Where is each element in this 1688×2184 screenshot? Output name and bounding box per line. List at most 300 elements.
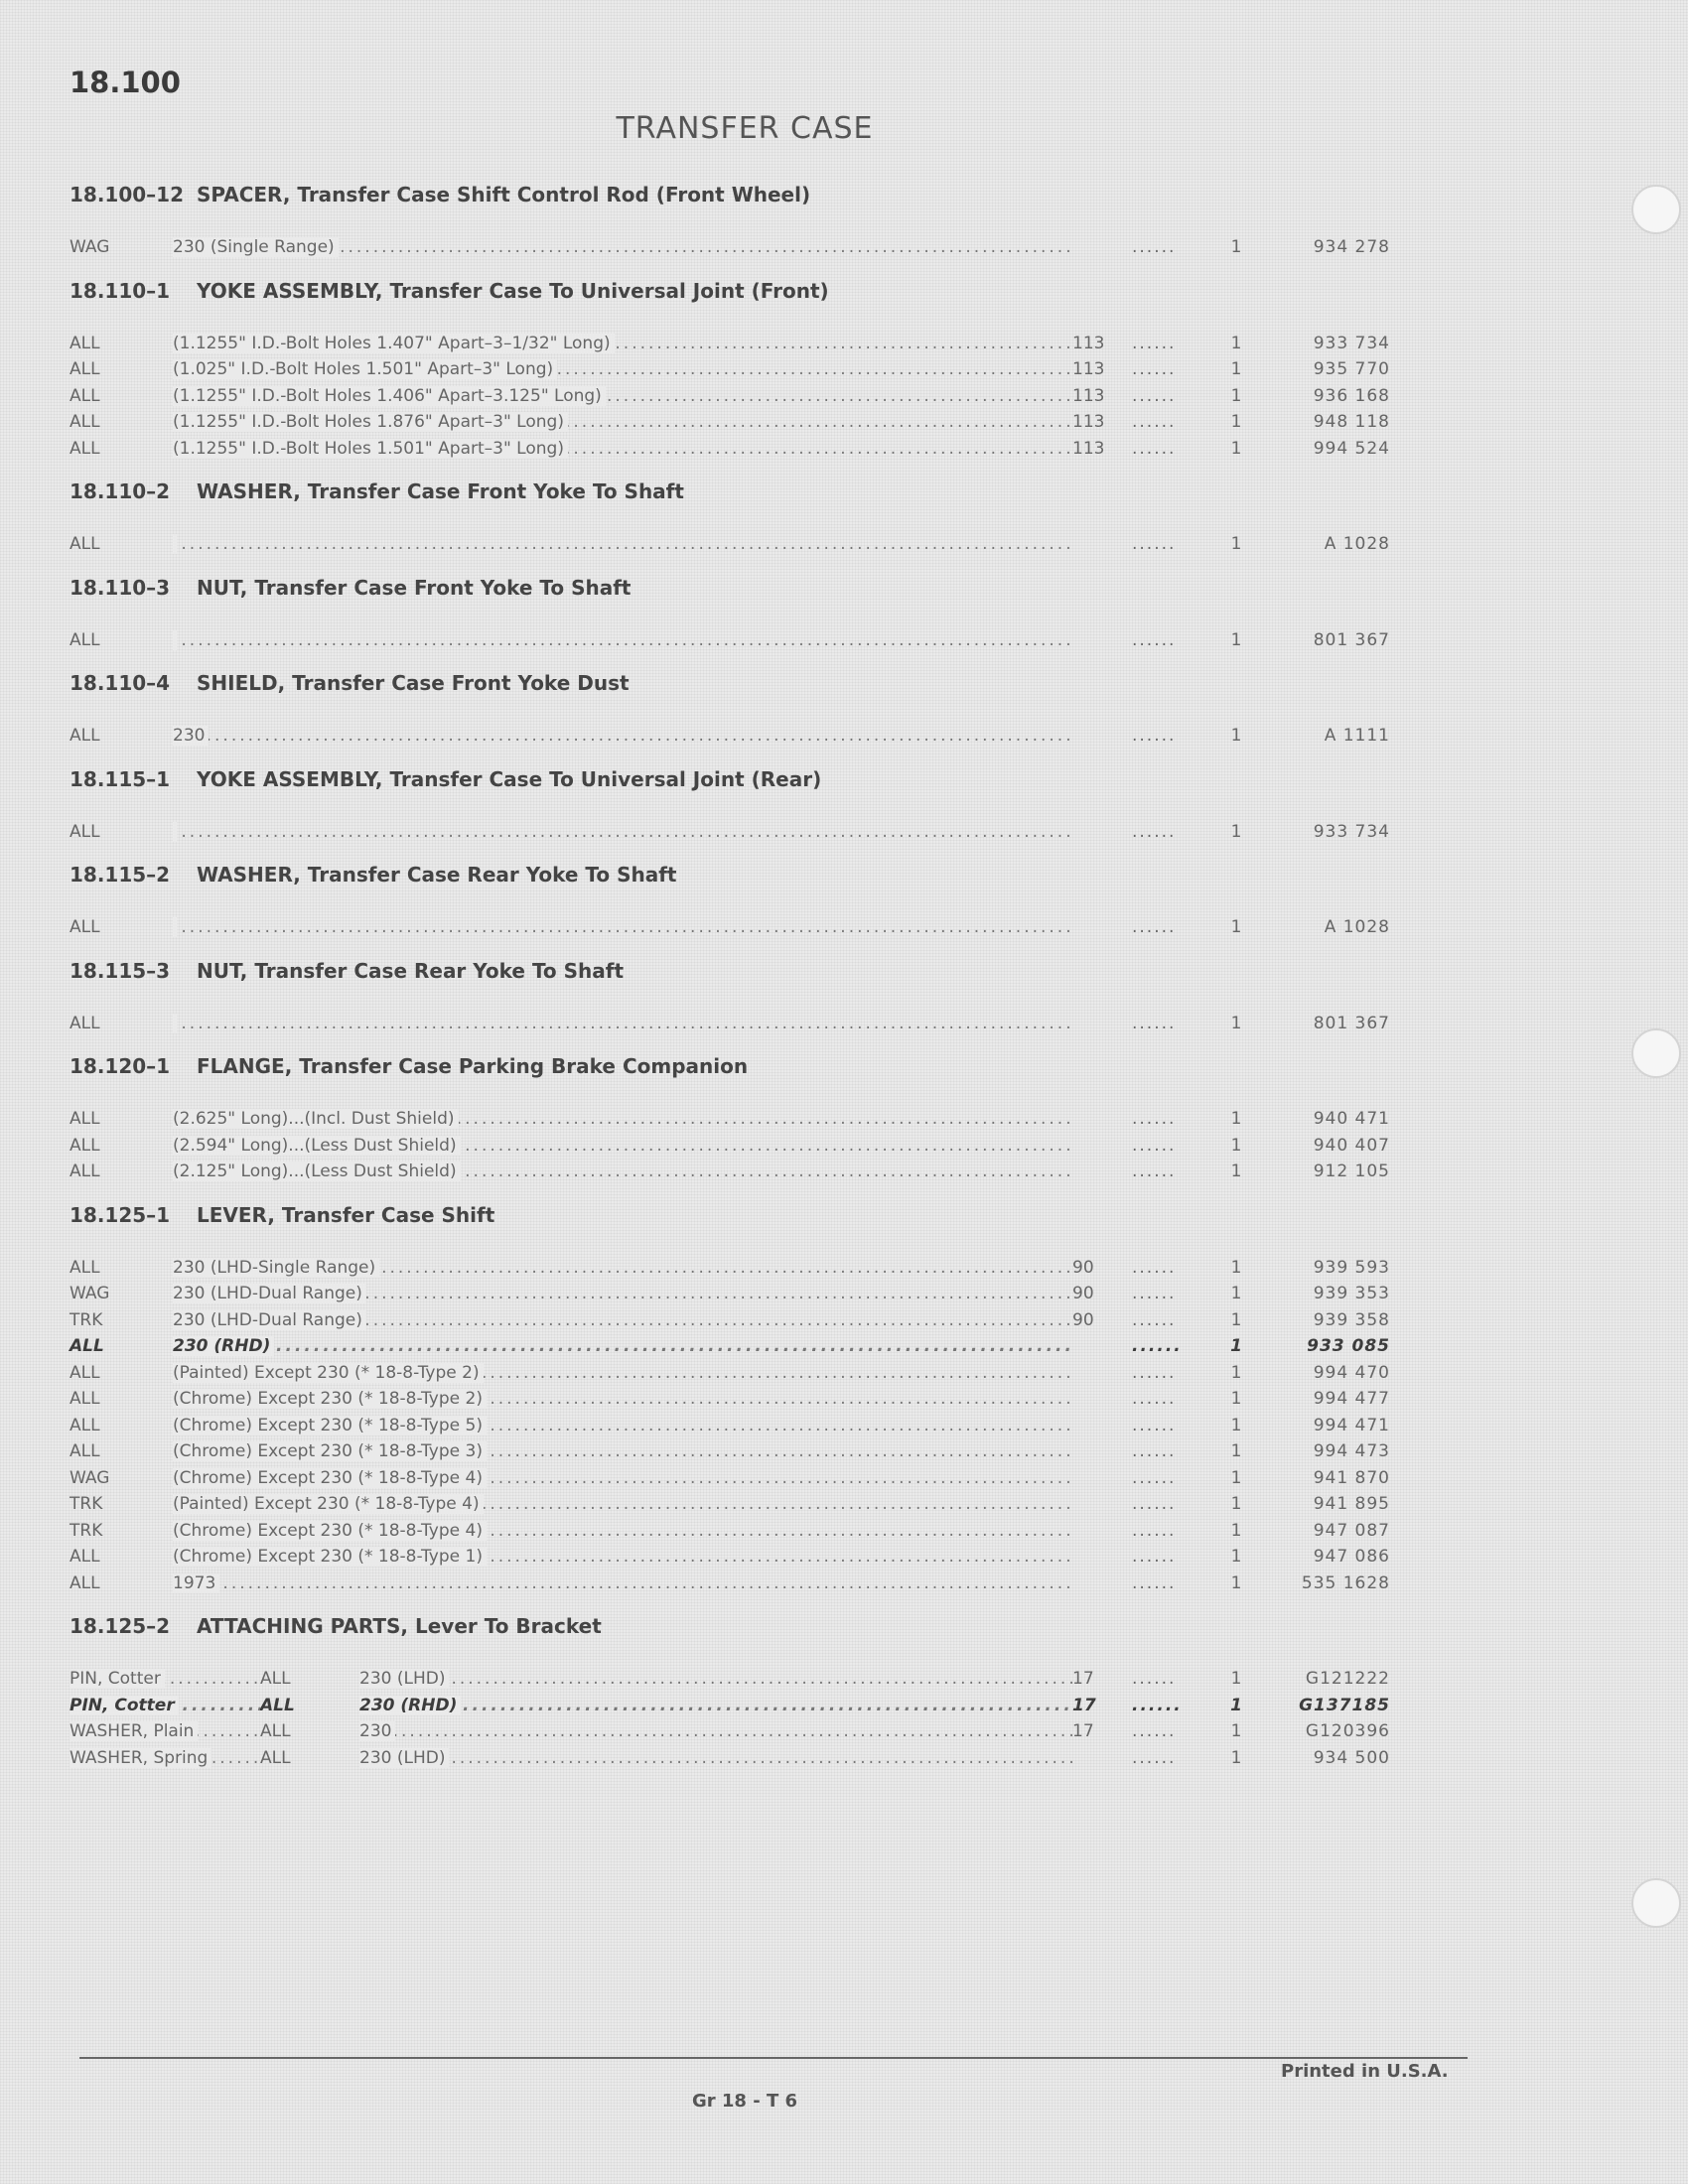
part-number: 941 895 (1313, 1494, 1390, 1514)
leader-dots: ...... (1132, 1520, 1177, 1541)
group-number: 18.110–3 (70, 575, 171, 600)
group-rows (70, 234, 1400, 261)
parts-row (70, 1360, 1400, 1387)
description-cell (359, 1693, 1072, 1719)
application-code: ALL (70, 1547, 100, 1567)
item-name: WASHER, Spring (70, 1748, 211, 1768)
description-cell (359, 1718, 1072, 1745)
description-cell (173, 1133, 1072, 1160)
group-rows (70, 627, 1400, 654)
quantity: 1 (1230, 385, 1242, 406)
application-code: ALL (70, 1161, 100, 1181)
description-text: 230 (LHD-Dual Range) (173, 1310, 366, 1330)
description-cell (173, 819, 1072, 846)
description-cell (173, 1281, 1072, 1307)
group-rows (70, 531, 1400, 558)
application-code: ALL (70, 629, 100, 650)
description-cell (173, 1438, 1072, 1465)
illustration-number: 90 (1072, 1284, 1094, 1303)
item-name: PIN, Cotter (70, 1696, 179, 1715)
description-text: 230 (Single Range) (173, 237, 339, 257)
part-number: 939 358 (1313, 1309, 1390, 1330)
application-code: ALL (70, 412, 100, 432)
application-code: ALL (70, 1109, 100, 1129)
group-rows (70, 819, 1400, 846)
description-text: 230 (173, 726, 209, 746)
quantity: 1 (1230, 1467, 1242, 1488)
application-code: WAG (70, 1467, 110, 1488)
illustration-number: 113 (1072, 385, 1105, 406)
quantity: 1 (1230, 1309, 1242, 1330)
part-number: A 1111 (1324, 726, 1390, 746)
description-text: 1973 (173, 1573, 219, 1593)
quantity: 1 (1230, 333, 1242, 353)
part-number: 948 118 (1313, 412, 1390, 432)
parts-row (70, 356, 1400, 383)
description-text: (1.1255" I.D.-Bolt Holes 1.407" Apart–3–1/32" Long) (173, 334, 615, 353)
application-code: WAG (70, 237, 110, 257)
item-cell (70, 1693, 260, 1719)
parts-row (70, 1745, 1400, 1772)
parts-row (70, 409, 1400, 436)
part-number: A 1028 (1324, 534, 1390, 554)
part-number: 933 734 (1313, 333, 1390, 353)
binder-hole (1631, 1878, 1681, 1928)
parts-row (70, 819, 1400, 846)
group-name: WASHER, Transfer Case Rear Yoke To Shaft (197, 863, 677, 887)
part-number: 935 770 (1313, 359, 1390, 379)
part-group (70, 665, 1400, 750)
quantity: 1 (1230, 1135, 1242, 1156)
part-group (70, 1197, 1400, 1597)
part-number: 947 087 (1313, 1520, 1390, 1541)
parts-row (70, 1133, 1400, 1160)
description-cell (173, 409, 1072, 436)
application-code: ALL (70, 1135, 100, 1156)
part-number: 994 473 (1313, 1441, 1390, 1461)
illustration-number: 90 (1072, 1309, 1094, 1330)
item-name: WASHER, Plain (70, 1721, 198, 1741)
part-number: 947 086 (1313, 1547, 1390, 1567)
quantity: 1 (1230, 1695, 1242, 1715)
description-text: (1.025" I.D.-Bolt Holes 1.501" Apart–3" Long) (173, 359, 557, 379)
description-text: 230 (LHD) (359, 1669, 449, 1689)
application-code: ALL (260, 1669, 291, 1689)
part-number: 994 470 (1313, 1362, 1390, 1383)
application-code: ALL (70, 385, 100, 406)
page-reference: Gr 18 - T 6 (691, 2091, 798, 2112)
quantity: 1 (1230, 917, 1242, 937)
illustration-number: 113 (1072, 438, 1105, 459)
group-name: NUT, Transfer Case Front Yoke To Shaft (197, 575, 632, 600)
application-code: TRK (70, 1520, 103, 1541)
application-code: ALL (70, 1336, 104, 1356)
part-number: 941 870 (1313, 1467, 1390, 1488)
application-code: TRK (70, 1309, 103, 1330)
leader-dots: ...... (1132, 821, 1177, 842)
quantity: 1 (1230, 1389, 1242, 1409)
parts-row (70, 331, 1400, 357)
application-code: ALL (70, 1257, 100, 1278)
application-code: TRK (70, 1494, 103, 1514)
quantity: 1 (1230, 1362, 1242, 1383)
description-cell (173, 436, 1072, 463)
description-text: (Painted) Except 230 (* 18-8-Type 2) (173, 1363, 484, 1383)
quantity: 1 (1230, 438, 1242, 459)
leader-dots: ...... (1132, 917, 1177, 937)
application-code: ALL (260, 1747, 291, 1768)
item-name: PIN, Cotter (70, 1669, 165, 1689)
description-text (173, 534, 177, 554)
part-number: 939 353 (1313, 1284, 1390, 1303)
group-rows (70, 1106, 1400, 1185)
parts-row (70, 1106, 1400, 1133)
description-text: 230 (LHD) (359, 1748, 449, 1768)
illustration-number: 17 (1072, 1695, 1096, 1715)
part-number: G121222 (1305, 1669, 1390, 1689)
group-heading (70, 857, 1400, 892)
parts-row (70, 1307, 1400, 1334)
parts-row (70, 1693, 1400, 1719)
part-number: 994 524 (1313, 438, 1390, 459)
part-number: 936 168 (1313, 385, 1390, 406)
quantity: 1 (1230, 412, 1242, 432)
description-cell (173, 1307, 1072, 1334)
application-code: ALL (70, 359, 100, 379)
group-rows (70, 1011, 1400, 1037)
group-name: FLANGE, Transfer Case Parking Brake Companion (197, 1054, 749, 1078)
quantity: 1 (1230, 1747, 1242, 1768)
group-name: LEVER, Transfer Case Shift (197, 1202, 495, 1227)
parts-row (70, 234, 1400, 261)
group-name: SPACER, Transfer Case Shift Control Rod (Front Wheel) (197, 183, 811, 206)
parts-row (70, 1413, 1400, 1439)
part-number: 933 085 (1307, 1336, 1390, 1356)
description-cell (173, 1360, 1072, 1387)
description-cell (173, 1386, 1072, 1413)
footer-rule (79, 2057, 1468, 2059)
leader-dots: ...... (1132, 1389, 1177, 1409)
binder-hole (1631, 185, 1681, 234)
leader-dots: ...... (1132, 1572, 1177, 1593)
part-group (70, 570, 1400, 654)
application-code: ALL (70, 438, 100, 459)
leader-dots: ...... (1132, 1257, 1177, 1278)
group-number: 18.125–1 (70, 1202, 171, 1227)
group-number: 18.125–2 (70, 1614, 171, 1638)
quantity: 1 (1230, 629, 1242, 650)
leader-dots: ...... (1132, 359, 1177, 379)
illustration-number: 90 (1072, 1257, 1094, 1278)
group-number: 18.110–4 (70, 671, 171, 695)
part-number: 801 367 (1313, 629, 1390, 650)
leader-dots: ...... (1132, 1336, 1183, 1356)
description-text (173, 630, 177, 650)
part-number: G120396 (1305, 1721, 1390, 1741)
parts-row (70, 1465, 1400, 1492)
application-code: ALL (70, 1389, 100, 1409)
description-text (173, 917, 177, 937)
leader-dots: ...... (1132, 1467, 1177, 1488)
quantity: 1 (1230, 1415, 1242, 1435)
illustration-number: 17 (1072, 1721, 1094, 1741)
leader-dots: ...... (1132, 1747, 1177, 1768)
description-cell (173, 1465, 1072, 1492)
leader-dots: ...... (1132, 1415, 1177, 1435)
quantity: 1 (1230, 1520, 1242, 1541)
group-name: NUT, Transfer Case Rear Yoke To Shaft (197, 958, 625, 983)
parts-row (70, 1438, 1400, 1465)
parts-row (70, 1718, 1400, 1745)
parts-row (70, 1491, 1400, 1518)
part-number: 933 734 (1313, 821, 1390, 842)
description-cell (173, 1333, 1072, 1360)
quantity: 1 (1230, 1572, 1242, 1593)
group-rows (70, 914, 1400, 941)
description-text: (Chrome) Except 230 (* 18-8-Type 4) (173, 1521, 487, 1541)
description-cell (173, 914, 1072, 941)
group-number: 18.115–1 (70, 766, 171, 791)
parts-row (70, 627, 1400, 654)
group-name: ATTACHING PARTS, Lever To Bracket (197, 1614, 602, 1638)
quantity: 1 (1230, 1669, 1242, 1689)
leader-dots: ...... (1132, 726, 1177, 746)
quantity: 1 (1230, 1284, 1242, 1303)
description-text: (Chrome) Except 230 (* 18-8-Type 4) (173, 1468, 487, 1488)
description-cell (173, 1544, 1072, 1570)
item-cell (70, 1745, 260, 1772)
application-code: ALL (70, 1013, 100, 1033)
leader-dots: ...... (1132, 237, 1177, 257)
item-cell (70, 1666, 260, 1693)
application-code: ALL (70, 1415, 100, 1435)
description-text: (2.594" Long)...(Less Dust Shield) (173, 1136, 461, 1156)
group-rows (70, 1666, 1400, 1771)
description-cell (173, 1491, 1072, 1518)
part-group (70, 474, 1400, 558)
application-code: ALL (70, 917, 100, 937)
description-text: (2.125" Long)...(Less Dust Shield) (173, 1161, 461, 1181)
group-heading (70, 570, 1400, 606)
leader-dots: ...... (1132, 1284, 1177, 1303)
parts-row (70, 436, 1400, 463)
part-number: 912 105 (1313, 1161, 1390, 1181)
parts-row (70, 383, 1400, 410)
parts-row (70, 1159, 1400, 1185)
description-cell (359, 1745, 1072, 1772)
leader-dots: ...... (1132, 1547, 1177, 1567)
description-text: (1.1255" I.D.-Bolt Holes 1.876" Apart–3" Long) (173, 412, 568, 432)
parts-row (70, 1386, 1400, 1413)
group-rows (70, 331, 1400, 463)
part-group (70, 857, 1400, 941)
group-heading (70, 474, 1400, 509)
leader-dots: ...... (1132, 1494, 1177, 1514)
group-heading (70, 1197, 1400, 1233)
group-name: SHIELD, Transfer Case Front Yoke Dust (197, 671, 630, 695)
group-rows (70, 1255, 1400, 1597)
part-number: A 1028 (1324, 917, 1390, 937)
group-heading (70, 273, 1400, 309)
application-code: WAG (70, 1284, 110, 1303)
description-text: 230 (LHD-Single Range) (173, 1258, 379, 1278)
description-text (173, 1014, 177, 1033)
description-cell (173, 1159, 1072, 1185)
parts-row (70, 1666, 1400, 1693)
group-heading (70, 953, 1400, 989)
parts-row (70, 1570, 1400, 1597)
part-group (70, 761, 1400, 846)
description-text: (2.625" Long)...(Incl. Dust Shield) (173, 1109, 459, 1129)
parts-row (70, 1011, 1400, 1037)
group-heading (70, 177, 1400, 212)
description-cell (173, 383, 1072, 410)
leader-dots: ...... (1132, 1013, 1177, 1033)
leader-dots: ...... (1132, 1161, 1177, 1181)
quantity: 1 (1230, 1257, 1242, 1278)
group-number: 18.110–2 (70, 479, 171, 503)
application-code: ALL (260, 1695, 295, 1715)
description-cell (173, 723, 1072, 750)
parts-row (70, 1281, 1400, 1307)
part-number: 801 367 (1313, 1013, 1390, 1033)
part-number: 940 407 (1313, 1135, 1390, 1156)
description-cell (359, 1666, 1072, 1693)
parts-row (70, 914, 1400, 941)
illustration-number: 17 (1072, 1669, 1094, 1689)
description-cell (173, 1106, 1072, 1133)
part-group (70, 953, 1400, 1037)
quantity: 1 (1230, 1721, 1242, 1741)
printed-note: Printed in U.S.A. (1281, 2061, 1449, 2082)
parts-row (70, 723, 1400, 750)
group-rows (70, 723, 1400, 750)
binder-hole (1631, 1028, 1681, 1078)
part-group (70, 273, 1400, 463)
quantity: 1 (1230, 1494, 1242, 1514)
description-text: (Chrome) Except 230 (* 18-8-Type 1) (173, 1547, 487, 1567)
quantity: 1 (1230, 726, 1242, 746)
group-heading (70, 1608, 1400, 1644)
description-text: (Chrome) Except 230 (* 18-8-Type 2) (173, 1389, 487, 1409)
group-number: 18.120–1 (70, 1054, 171, 1078)
leader-dots: ...... (1132, 412, 1177, 432)
description-cell (173, 627, 1072, 654)
part-number: 994 477 (1313, 1389, 1390, 1409)
parts-list (70, 177, 1400, 1783)
application-code: ALL (70, 726, 100, 746)
quantity: 1 (1230, 1547, 1242, 1567)
description-text (173, 822, 177, 842)
description-cell (173, 331, 1072, 357)
group-name: WASHER, Transfer Case Front Yoke To Shaft (197, 479, 684, 503)
description-text: 230 (RHD) (359, 1696, 461, 1715)
part-number: 994 471 (1313, 1415, 1390, 1435)
part-number: 934 278 (1313, 237, 1390, 257)
part-number: 939 593 (1313, 1257, 1390, 1278)
quantity: 1 (1230, 1336, 1242, 1356)
parts-row (70, 531, 1400, 558)
illustration-number: 113 (1072, 333, 1105, 353)
parts-row (70, 1544, 1400, 1570)
part-number: G137185 (1299, 1695, 1390, 1715)
leader-dots: ...... (1132, 385, 1177, 406)
quantity: 1 (1230, 821, 1242, 842)
illustration-number: 113 (1072, 412, 1105, 432)
group-heading (70, 1048, 1400, 1084)
group-name: YOKE ASSEMBLY, Transfer Case To Universal Joint (Rear) (197, 766, 822, 791)
group-number: 18.110–1 (70, 278, 171, 303)
description-cell (173, 356, 1072, 383)
description-text: (Chrome) Except 230 (* 18-8-Type 3) (173, 1441, 487, 1461)
description-text: (1.1255" I.D.-Bolt Holes 1.406" Apart–3.125" Long) (173, 386, 606, 406)
parts-row (70, 1255, 1400, 1282)
application-code: ALL (70, 1572, 100, 1593)
item-cell (70, 1718, 260, 1745)
group-heading (70, 761, 1400, 797)
quantity: 1 (1230, 1109, 1242, 1129)
description-text: 230 (RHD) (173, 1336, 274, 1356)
leader-dots: ...... (1132, 1441, 1177, 1461)
leader-dots: ...... (1132, 1362, 1177, 1383)
parts-row (70, 1518, 1400, 1545)
leader-dots: ...... (1132, 1695, 1183, 1715)
application-code: ALL (260, 1721, 291, 1741)
description-text: 230 (LHD-Dual Range) (173, 1284, 366, 1303)
part-group (70, 177, 1400, 261)
description-text: (1.1255" I.D.-Bolt Holes 1.501" Apart–3" Long) (173, 439, 568, 459)
group-number: 18.115–2 (70, 863, 171, 887)
quantity: 1 (1230, 1161, 1242, 1181)
illustration-number: 113 (1072, 359, 1105, 379)
part-group (70, 1048, 1400, 1185)
application-code: ALL (70, 333, 100, 353)
quantity: 1 (1230, 1441, 1242, 1461)
description-cell (173, 1570, 1072, 1597)
application-code: ALL (70, 821, 100, 842)
leader-dots: ...... (1132, 1309, 1177, 1330)
section-number: 18.100 (70, 66, 181, 99)
group-heading (70, 665, 1400, 701)
leader-dots: ...... (1132, 1135, 1177, 1156)
group-number: 18.100–12 (70, 183, 185, 206)
description-text: (Painted) Except 230 (* 18-8-Type 4) (173, 1494, 484, 1514)
page-title: TRANSFER CASE (616, 111, 874, 146)
leader-dots: ...... (1132, 1669, 1177, 1689)
application-code: ALL (70, 1441, 100, 1461)
group-number: 18.115–3 (70, 958, 171, 983)
description-text: 230 (359, 1721, 395, 1741)
quantity: 1 (1230, 359, 1242, 379)
leader-dots: ...... (1132, 333, 1177, 353)
part-number: 934 500 (1313, 1747, 1390, 1768)
description-text: (Chrome) Except 230 (* 18-8-Type 5) (173, 1416, 487, 1435)
description-cell (173, 1255, 1072, 1282)
leader-dots: ...... (1132, 534, 1177, 554)
part-number: 535 1628 (1301, 1572, 1390, 1593)
quantity: 1 (1230, 534, 1242, 554)
application-code: ALL (70, 534, 100, 554)
attaching-parts-group (70, 1608, 1400, 1771)
description-cell (173, 1413, 1072, 1439)
group-name: YOKE ASSEMBLY, Transfer Case To Universal Joint (Front) (197, 278, 829, 303)
part-number: 940 471 (1313, 1109, 1390, 1129)
application-code: ALL (70, 1362, 100, 1383)
parts-row (70, 1333, 1400, 1360)
quantity: 1 (1230, 237, 1242, 257)
leader-dots: ...... (1132, 1721, 1177, 1741)
leader-dots: ...... (1132, 629, 1177, 650)
